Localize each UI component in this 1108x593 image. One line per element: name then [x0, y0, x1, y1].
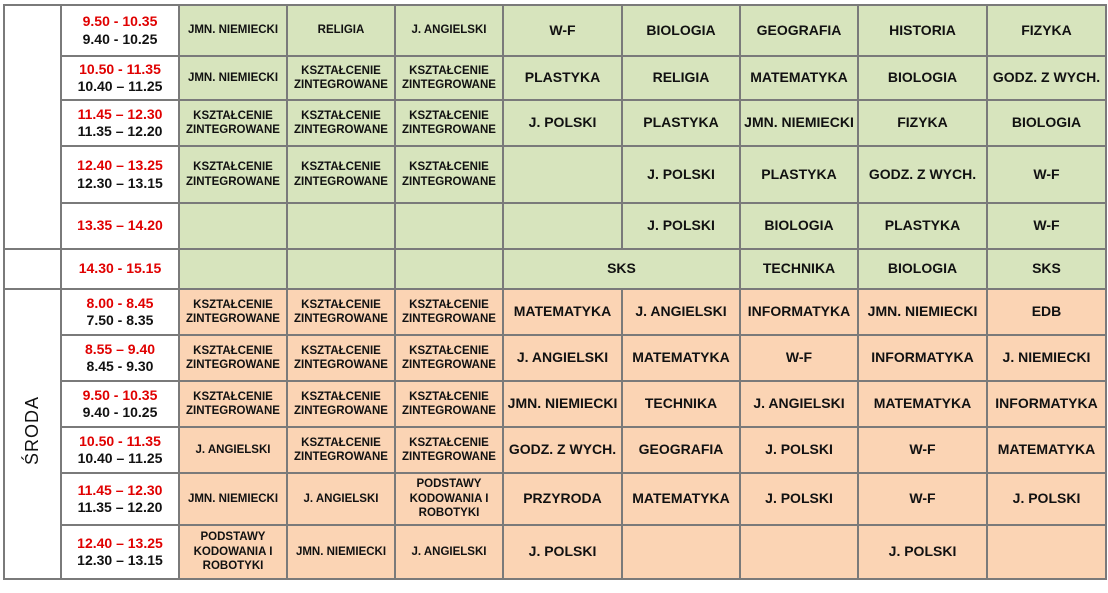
lesson-cell: GODZ. Z WYCH. — [988, 57, 1105, 99]
lesson-cell: KSZTAŁCENIE ZINTEGROWANE — [288, 147, 394, 202]
time-cell: 8.00 - 8.45 7.50 - 8.35 — [62, 290, 178, 334]
lesson-cell: J. ANGIELSKI — [180, 428, 286, 472]
lesson-cell — [396, 250, 502, 288]
lesson-cell — [180, 250, 286, 288]
table-row — [5, 474, 1105, 524]
lesson-cell: J. NIEMIECKI — [988, 336, 1105, 380]
lesson-cell: JMN. NIEMIECKI — [180, 6, 286, 55]
lesson-cell: J. POLSKI — [741, 428, 857, 472]
lesson-cell: PODSTAWY KODOWANIA I ROBOTYKI — [396, 474, 502, 524]
time-cell: 12.40 – 13.25 12.30 – 13.15 — [62, 526, 178, 578]
lesson-cell: SKS — [988, 250, 1105, 288]
table-row — [5, 204, 1105, 248]
lesson-cell: EDB — [988, 290, 1105, 334]
lesson-cell: BIOLOGIA — [988, 101, 1105, 145]
time-cell: 11.45 – 12.30 11.35 – 12.20 — [62, 101, 178, 145]
lesson-cell: KSZTAŁCENIE ZINTEGROWANE — [288, 57, 394, 99]
lesson-cell: KSZTAŁCENIE ZINTEGROWANE — [288, 382, 394, 426]
lesson-cell: J. POLSKI — [623, 204, 739, 248]
lesson-cell: JMN. NIEMIECKI — [504, 382, 621, 426]
lesson-cell: JMN. NIEMIECKI — [859, 290, 986, 334]
table-row — [5, 101, 1105, 145]
lesson-cell: KSZTAŁCENIE ZINTEGROWANE — [396, 428, 502, 472]
lesson-cell: KSZTAŁCENIE ZINTEGROWANE — [396, 57, 502, 99]
lesson-cell: INFORMATYKA — [859, 336, 986, 380]
lesson-cell: PLASTYKA — [623, 101, 739, 145]
lesson-cell: W-F — [859, 474, 986, 524]
lesson-cell: BIOLOGIA — [741, 204, 857, 248]
day-cell-blank — [5, 250, 60, 288]
lesson-cell: J. ANGIELSKI — [396, 526, 502, 578]
table-row — [5, 6, 1105, 55]
lesson-cell: TECHNIKA — [623, 382, 739, 426]
lesson-cell: J. POLSKI — [623, 147, 739, 202]
lesson-cell: KSZTAŁCENIE ZINTEGROWANE — [396, 382, 502, 426]
lesson-cell: JMN. NIEMIECKI — [741, 101, 857, 145]
lesson-cell: JMN. NIEMIECKI — [288, 526, 394, 578]
lesson-cell: KSZTAŁCENIE ZINTEGROWANE — [288, 428, 394, 472]
time-cell: 14.30 - 15.15 — [62, 250, 178, 288]
table-row — [5, 290, 1105, 334]
time-cell: 8.55 – 9.40 8.45 - 9.30 — [62, 336, 178, 380]
lesson-cell: KSZTAŁCENIE ZINTEGROWANE — [180, 336, 286, 380]
lesson-cell: BIOLOGIA — [859, 250, 986, 288]
lesson-cell: W-F — [741, 336, 857, 380]
lesson-cell: JMN. NIEMIECKI — [180, 57, 286, 99]
lesson-cell: J. ANGIELSKI — [288, 474, 394, 524]
lesson-cell: RELIGIA — [288, 6, 394, 55]
lesson-cell: J. POLSKI — [504, 526, 621, 578]
lesson-cell: HISTORIA — [859, 6, 986, 55]
lesson-cell: JMN. NIEMIECKI — [180, 474, 286, 524]
time-cell: 9.50 - 10.35 9.40 - 10.25 — [62, 6, 178, 55]
table-row — [5, 250, 1105, 288]
lesson-cell: J. POLSKI — [988, 474, 1105, 524]
lesson-cell: KSZTAŁCENIE ZINTEGROWANE — [288, 290, 394, 334]
table-row — [5, 526, 1105, 578]
lesson-cell: KSZTAŁCENIE ZINTEGROWANE — [180, 147, 286, 202]
lesson-cell — [988, 526, 1105, 578]
lesson-cell: W-F — [504, 6, 621, 55]
lesson-cell: MATEMATYKA — [988, 428, 1105, 472]
lesson-cell: PLASTYKA — [859, 204, 986, 248]
lesson-cell: J. POLSKI — [859, 526, 986, 578]
lesson-cell: SKS — [504, 250, 739, 288]
lesson-cell: J. POLSKI — [741, 474, 857, 524]
lesson-cell — [623, 526, 739, 578]
time-cell: 13.35 – 14.20 — [62, 204, 178, 248]
time-cell: 10.50 - 11.35 10.40 – 11.25 — [62, 428, 178, 472]
lesson-cell: GEOGRAFIA — [623, 428, 739, 472]
lesson-cell: TECHNIKA — [741, 250, 857, 288]
table-row — [5, 336, 1105, 380]
lesson-cell: BIOLOGIA — [859, 57, 986, 99]
day-cell-blank — [5, 6, 60, 248]
lesson-cell — [288, 204, 394, 248]
time-cell: 10.50 - 11.35 10.40 – 11.25 — [62, 57, 178, 99]
lesson-cell: GODZ. Z WYCH. — [504, 428, 621, 472]
lesson-cell: W-F — [859, 428, 986, 472]
lesson-cell: PRZYRODA — [504, 474, 621, 524]
lesson-cell: KSZTAŁCENIE ZINTEGROWANE — [180, 290, 286, 334]
lesson-cell: KSZTAŁCENIE ZINTEGROWANE — [396, 290, 502, 334]
day-label: ŚRODA — [5, 290, 60, 578]
lesson-cell — [396, 204, 502, 248]
lesson-cell: GODZ. Z WYCH. — [859, 147, 986, 202]
lesson-cell: J. ANGIELSKI — [623, 290, 739, 334]
lesson-cell — [504, 204, 621, 248]
lesson-cell: KSZTAŁCENIE ZINTEGROWANE — [396, 101, 502, 145]
lesson-cell: W-F — [988, 204, 1105, 248]
lesson-cell: KSZTAŁCENIE ZINTEGROWANE — [288, 101, 394, 145]
lesson-cell: MATEMATYKA — [741, 57, 857, 99]
lesson-cell — [504, 147, 621, 202]
lesson-cell: PLASTYKA — [504, 57, 621, 99]
table-row — [5, 382, 1105, 426]
timetable — [3, 4, 1107, 580]
time-cell: 9.50 - 10.35 9.40 - 10.25 — [62, 382, 178, 426]
lesson-cell: BIOLOGIA — [623, 6, 739, 55]
lesson-cell: FIZYKA — [988, 6, 1105, 55]
lesson-cell: INFORMATYKA — [741, 290, 857, 334]
table-row — [5, 147, 1105, 202]
lesson-cell: PODSTAWY KODOWANIA I ROBOTYKI — [180, 526, 286, 578]
table-row — [5, 428, 1105, 472]
lesson-cell — [741, 526, 857, 578]
lesson-cell: PLASTYKA — [741, 147, 857, 202]
lesson-cell: J. ANGIELSKI — [741, 382, 857, 426]
lesson-cell: J. ANGIELSKI — [504, 336, 621, 380]
lesson-cell: KSZTAŁCENIE ZINTEGROWANE — [288, 336, 394, 380]
lesson-cell: GEOGRAFIA — [741, 6, 857, 55]
lesson-cell: KSZTAŁCENIE ZINTEGROWANE — [396, 336, 502, 380]
lesson-cell: KSZTAŁCENIE ZINTEGROWANE — [396, 147, 502, 202]
lesson-cell: KSZTAŁCENIE ZINTEGROWANE — [180, 101, 286, 145]
lesson-cell: KSZTAŁCENIE ZINTEGROWANE — [180, 382, 286, 426]
time-cell: 11.45 – 12.30 11.35 – 12.20 — [62, 474, 178, 524]
lesson-cell: MATEMATYKA — [623, 336, 739, 380]
table-row — [5, 57, 1105, 99]
lesson-cell: MATEMATYKA — [859, 382, 986, 426]
lesson-cell: W-F — [988, 147, 1105, 202]
lesson-cell: MATEMATYKA — [504, 290, 621, 334]
lesson-cell: RELIGIA — [623, 57, 739, 99]
lesson-cell — [180, 204, 286, 248]
lesson-cell: FIZYKA — [859, 101, 986, 145]
lesson-cell: J. ANGIELSKI — [396, 6, 502, 55]
lesson-cell: J. POLSKI — [504, 101, 621, 145]
lesson-cell: INFORMATYKA — [988, 382, 1105, 426]
time-cell: 12.40 – 13.25 12.30 – 13.15 — [62, 147, 178, 202]
lesson-cell — [288, 250, 394, 288]
lesson-cell: MATEMATYKA — [623, 474, 739, 524]
